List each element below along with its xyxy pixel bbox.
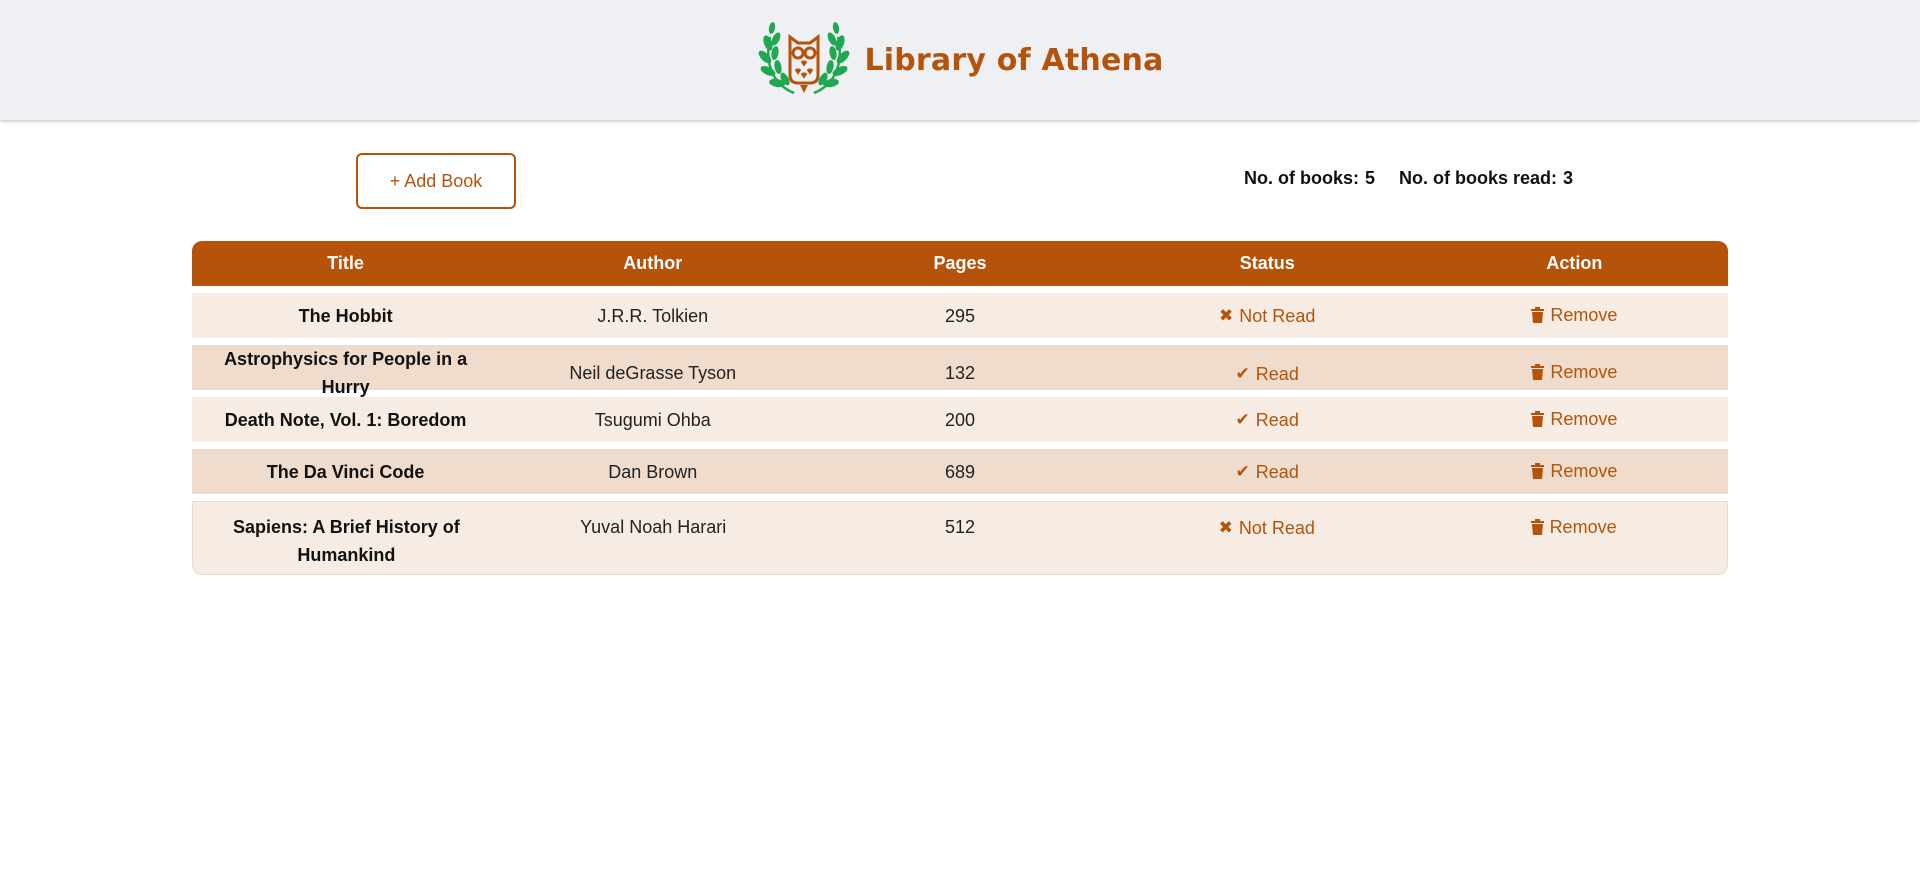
remove-button[interactable] xyxy=(1531,405,1617,433)
status-label: Read xyxy=(1255,410,1299,430)
table-row xyxy=(192,293,1728,338)
status-toggle[interactable] xyxy=(1236,458,1299,486)
books-read-label: No. of books read: xyxy=(1399,168,1558,188)
brand[interactable] xyxy=(756,19,1163,101)
book-stats xyxy=(1244,168,1573,189)
book-author: J.R.R. Tolkien xyxy=(597,305,709,326)
column-header-title: Title xyxy=(327,253,364,273)
remove-button[interactable] xyxy=(1531,301,1617,329)
column-header-pages: Pages xyxy=(933,253,987,273)
book-title: The Hobbit xyxy=(298,305,393,326)
book-author: Yuval Noah Harari xyxy=(580,517,727,537)
book-pages: 295 xyxy=(944,305,976,326)
check-icon: ✔ xyxy=(1235,363,1250,383)
remove-label: Remove xyxy=(1550,362,1618,382)
app-header xyxy=(0,0,1920,120)
books-count xyxy=(1244,168,1375,189)
toolbar xyxy=(0,120,1920,240)
table-row xyxy=(192,449,1728,494)
status-label: Not Read xyxy=(1238,518,1315,538)
books-count-value: 5 xyxy=(1365,168,1376,188)
table-row xyxy=(192,397,1728,442)
remove-label: Remove xyxy=(1550,460,1618,481)
trash-icon xyxy=(1531,463,1544,479)
book-title: Sapiens: A Brief History of Humankind xyxy=(233,517,460,565)
check-icon: ✔ xyxy=(1235,462,1250,481)
add-book-button[interactable]: + Add Book xyxy=(356,153,516,209)
status-toggle[interactable] xyxy=(1236,360,1299,388)
trash-icon xyxy=(1531,364,1544,380)
remove-button[interactable] xyxy=(1531,358,1617,386)
books-read-value: 3 xyxy=(1563,168,1574,188)
book-pages: 200 xyxy=(944,409,976,430)
check-icon: ✔ xyxy=(1235,410,1250,429)
trash-icon xyxy=(1531,519,1544,535)
column-header-status: Status xyxy=(1239,253,1295,273)
table-header xyxy=(192,241,1728,286)
cross-icon: ✖ xyxy=(1219,306,1234,325)
cross-icon: ✖ xyxy=(1218,518,1233,537)
table-row xyxy=(192,501,1728,575)
status-toggle[interactable] xyxy=(1219,302,1315,330)
trash-icon xyxy=(1531,307,1544,323)
book-title: The Da Vinci Code xyxy=(266,461,425,482)
books-read-count xyxy=(1399,168,1573,189)
book-title: Astrophysics for People in a Hurry xyxy=(224,349,468,397)
book-pages: 689 xyxy=(944,461,976,482)
column-header-author: Author xyxy=(623,253,683,273)
column-header-action: Action xyxy=(1546,253,1603,273)
remove-label: Remove xyxy=(1550,408,1618,429)
owl-laurel-icon xyxy=(756,19,852,101)
app-title: Library of Athena xyxy=(864,42,1164,78)
status-label: Not Read xyxy=(1239,306,1316,326)
remove-label: Remove xyxy=(1550,304,1618,325)
book-author: Dan Brown xyxy=(608,461,698,482)
book-pages: 132 xyxy=(944,363,976,383)
book-pages: 512 xyxy=(944,517,976,537)
book-title: Death Note, Vol. 1: Boredom xyxy=(224,409,467,430)
status-toggle[interactable] xyxy=(1236,406,1299,434)
book-author: Neil deGrasse Tyson xyxy=(569,363,737,383)
books-table xyxy=(192,241,1728,575)
books-count-label: No. of books: xyxy=(1244,168,1359,188)
table-row xyxy=(192,345,1728,397)
status-label: Read xyxy=(1255,462,1299,482)
remove-label: Remove xyxy=(1549,517,1617,537)
book-author: Tsugumi Ohba xyxy=(594,409,711,430)
trash-icon xyxy=(1531,411,1544,427)
status-label: Read xyxy=(1255,363,1299,384)
status-toggle[interactable] xyxy=(1219,514,1315,542)
remove-button[interactable] xyxy=(1531,457,1617,485)
remove-button[interactable] xyxy=(1531,513,1617,541)
